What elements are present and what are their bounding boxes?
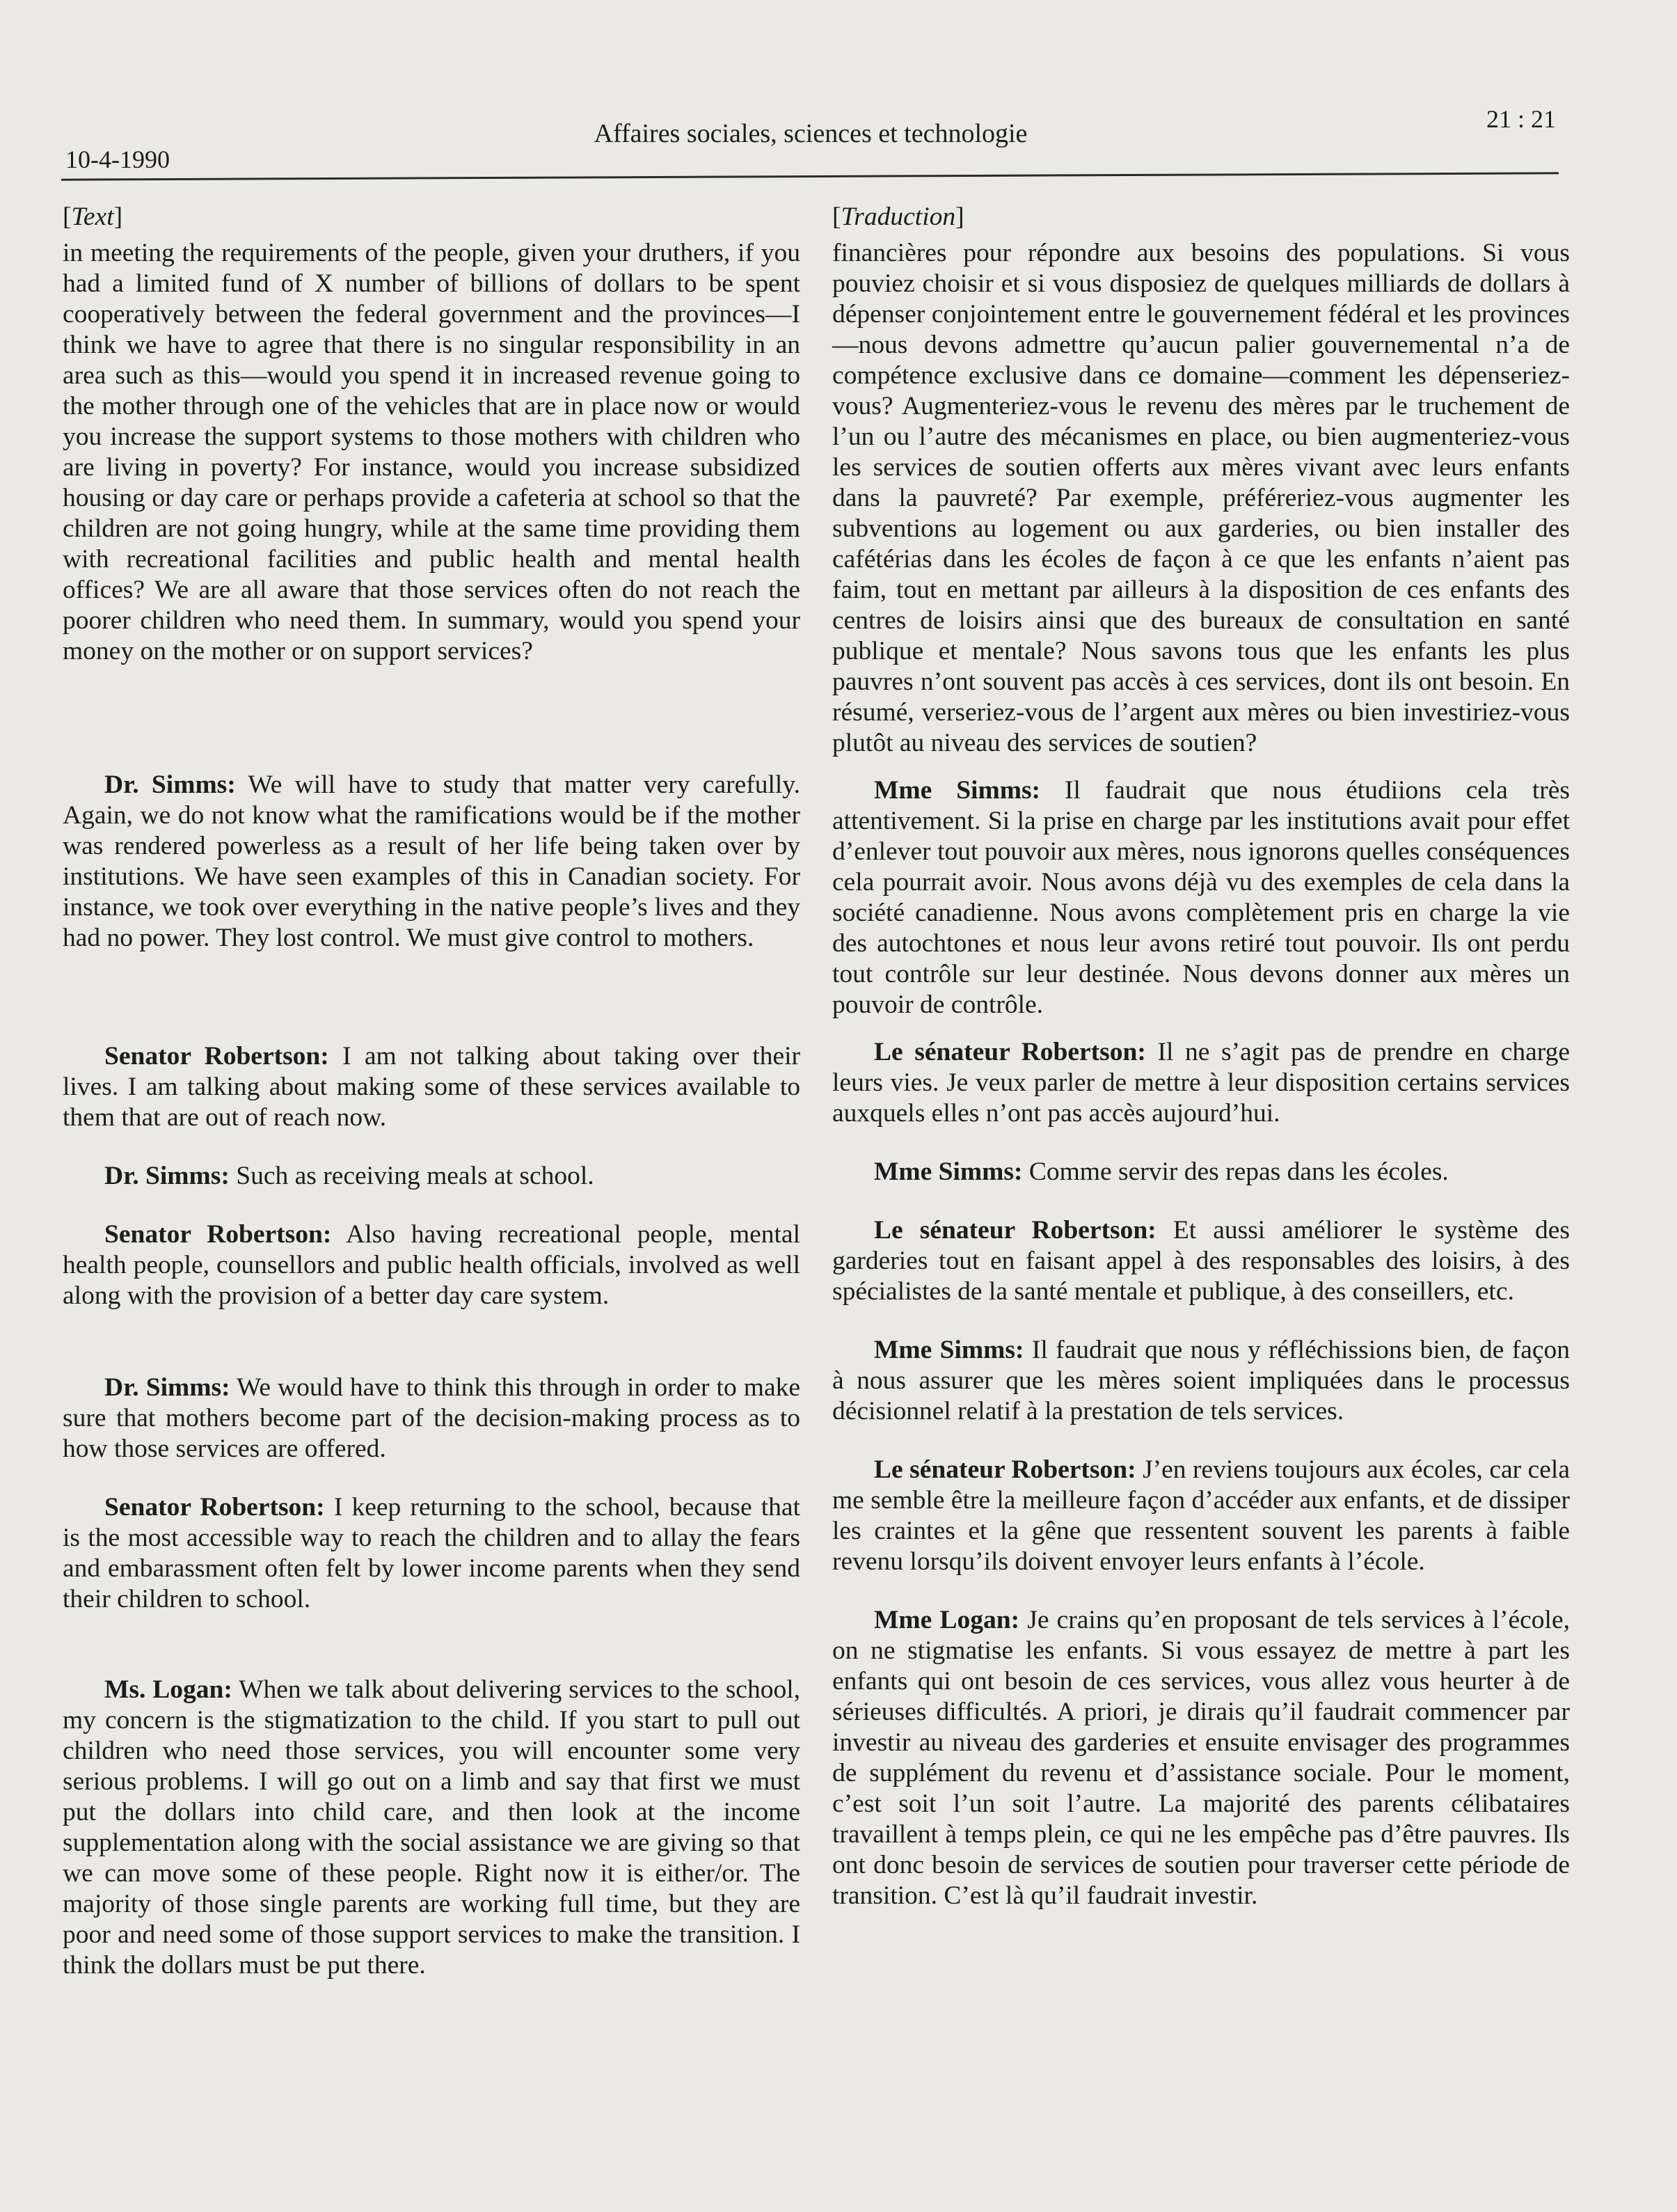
left-speech-4 (63, 1219, 800, 1311)
left-speech-2 (63, 1041, 800, 1133)
speaker-name: Le sénateur Robertson: (874, 1455, 1136, 1484)
speech-text: I am not talking about taking over their lives. I am talking about making some of these services available to them that are out of reach now. (63, 1042, 800, 1132)
left-speech-3 (63, 1161, 800, 1192)
speaker-name: Le sénateur Robertson: (874, 1216, 1157, 1245)
left-speech-5 (63, 1373, 800, 1464)
speaker-name: Senator Robertson: (104, 1042, 329, 1071)
speaker-name: Ms. Logan: (104, 1675, 232, 1704)
right-speech-2 (832, 1037, 1570, 1129)
right-speech-5 (832, 1335, 1570, 1427)
speech-text: Also having recreational people, mental health people, counsellors and public health officials, involved as well along with the provision of a better day care system. (63, 1220, 800, 1310)
right-intro-paragraph: financières pour répondre aux besoins des populations. Si vous pouviez choisir et si vous disposiez de quelques milliards de dollars à dépenser conjointement entre le gouvernement fédéral et les provinces—nous devons admettre qu’aucun palier gouvernemental n’a de compétence exclusive dans ce domaine—comment les dépenseriez-vous? Augmenteriez-vous le revenu des mères par le truchement de l’un ou l’autre des mécanismes en place, ou bien augmenteriez-vous les services de soutien offerts aux mères vivant avec leurs enfants dans la pauvreté? Par exemple, préféreriez-vous augmenter les subventions au logement ou aux garderies, ou bien installer des cafétérias dans les écoles de façon à ce que les enfants n’aient pas faim, tout en mettant par ailleurs à la disposition de ces enfants des centres de loisirs ainsi que des bureaux de consultation en santé publique et mentale? Nous savons tous que les enfants les plus pauvres n’ont souvent pas accès à ces services, dont ils ont besoin. En résumé, verseriez-vous de l’argent aux mères ou bien investiriez-vous plutôt au niveau des services de soutien? (832, 239, 1570, 757)
left-speech-6 (63, 1492, 800, 1615)
speech-text: Je crains qu’en proposant de tels services à l’école, on ne stigmatise les enfants. Si vous essayez de mettre à part les enfants qui ont besoin de ces services, vous allez vous heurter à de sérieuses difficultés. A priori, je dirais qu’il faudrait commencer par investir au niveau des garderies et ensuite envisager des programmes de supplément du revenu et d’assistance sociale. Pour le moment, c’est soit l’un soit l’autre. La majorité des parents célibataires travaillent à temps plein, ce qui ne les empêche pas d’être pauvres. Ils ont donc besoin de services de soutien pour traverser cette période de transition. C’est là qu’il faudrait investir. (832, 1606, 1570, 1910)
right-speech-7 (832, 1605, 1570, 1911)
left-speech-7 (63, 1675, 800, 1981)
speech-text: Il faudrait que nous étudiions cela très attentivement. Si la prise en charge par les institutions avait pour effet d’enlever tout pouvoir aux mères, nous ignorons quelles conséquences cela pourrait avoir. Nous avons déjà vu des exemples de cela dans la société canadienne. Nous avons complètement pris en charge la vie des autochtones et nous leur avons retiré tout pouvoir. Ils ont perdu tout contrôle sur leur destinée. Nous devons donner aux mères un pouvoir de contrôle. (832, 776, 1570, 1019)
speaker-name: Senator Robertson: (104, 1493, 325, 1522)
left-column-tag: [Text] (63, 203, 123, 231)
speech-text: J’en reviens toujours aux écoles, car cela me semble être la meilleure façon d’accéder aux enfants, et de dissiper les craintes et la gêne que ressentent souvent les parents à faible revenu lorsqu’ils doivent envoyer leurs enfants à l’école. (832, 1455, 1570, 1576)
header-title: Affaires sociales, sciences et technologie (594, 119, 1028, 148)
speech-text: Et aussi améliorer le système des garderies tout en faisant appel à des responsables des loisirs, à des spécialistes de la santé mentale et publique, à des conseillers, etc. (832, 1216, 1571, 1306)
speech-text: Comme servir des repas dans les écoles. (1022, 1158, 1449, 1186)
speech-text: Such as receiving meals at school. (229, 1162, 594, 1190)
speaker-name: Dr. Simms: (104, 771, 236, 799)
right-column-tag: [Traduction] (832, 203, 964, 231)
right-speech-1 (832, 775, 1570, 1020)
header-page-number: 21 : 21 (1486, 105, 1556, 133)
speech-text: Il ne s’agit pas de prendre en charge leurs vies. Je veux parler de mettre à leur disposition certains services auxquels elles n’ont pas accès aujourd’hui. (832, 1038, 1570, 1128)
speaker-name: Dr. Simms: (104, 1162, 230, 1190)
left-speech-1 (63, 770, 800, 954)
speaker-name: Mme Logan: (874, 1606, 1020, 1634)
speaker-name: Senator Robertson: (104, 1220, 332, 1249)
page-header (63, 104, 1559, 174)
right-speech-4 (832, 1215, 1570, 1307)
speech-text: When we talk about delivering services to the school, my concern is the stigmatization to the child. If you start to pull out children who need those services, you will encounter some very serious problems. I will go out on a limb and say that first we must put the dollars into child care, and then look at the income supplementation along with the social assistance we are giving so that we can move some of these people. Right now it is either/or. The majority of those single parents are working full time, but they are poor and need some of those support services to make the transition. I think the dollars must be put there. (63, 1675, 800, 1980)
header-date: 10-4-1990 (65, 145, 170, 173)
speech-text: We would have to think this through in order to make sure that mothers become part of the decision-making process as to how those services are offered. (63, 1373, 800, 1463)
left-intro-paragraph: in meeting the requirements of the people, given your druthers, if you had a limited fund of X number of billions of dollars to be spent cooperatively between the federal government and the provinces—I think we have to agree that there is no singular responsibility in an area such as this—would you spend it in increased revenue going to the mother through one of the vehicles that are in place now or would you increase the support systems to those mothers with children who are living in poverty? For instance, would you increase subsidized housing or day care or perhaps provide a cafeteria at school so that the children are not going hungry, while at the same time providing them with recreational facilities and public health and mental health offices? We are all aware that those services often do not reach the poorer children who need them. In summary, would you spend your money on the mother or on support services? (63, 239, 800, 665)
speaker-name: Le sénateur Robertson: (874, 1038, 1146, 1066)
speech-text: I keep returning to the school, because that is the most accessible way to reach the children and to allay the fears and embarassment often felt by lower income parents when they send their children to school. (63, 1493, 800, 1613)
right-speech-6 (832, 1455, 1570, 1577)
left-column (63, 202, 800, 1981)
speaker-name: Mme Simms: (874, 1158, 1023, 1186)
speech-text: We will have to study that matter very carefully. Again, we do not know what the ramifications would be if the mother was rendered powerless as a result of her life being taken over by institutions. We have seen examples of this in Canadian society. For instance, we took over everything in the native people’s lives and they had no power. They lost control. We must give control to mothers. (63, 771, 800, 952)
right-column (832, 202, 1570, 1911)
speaker-name: Mme Simms: (874, 776, 1041, 805)
speech-text: Il faudrait que nous y réfléchissions bien, de façon à nous assurer que les mères soient impliquées dans le processus décisionnel relatif à la prestation de tels services. (832, 1336, 1570, 1425)
speaker-name: Mme Simms: (874, 1336, 1024, 1364)
speaker-name: Dr. Simms: (104, 1373, 230, 1402)
right-speech-3 (832, 1157, 1570, 1187)
